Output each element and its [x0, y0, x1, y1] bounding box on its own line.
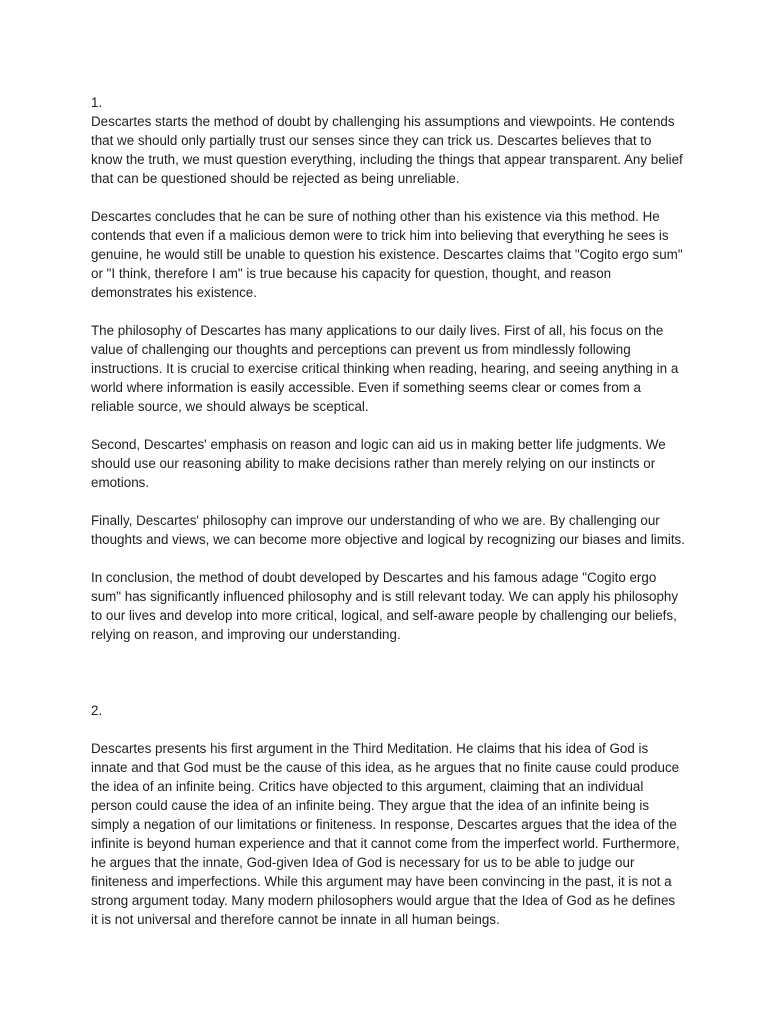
document-body — [91, 93, 685, 948]
section-2-paragraph-1: Descartes presents his first argument in the Third Meditation. He claims that his idea of God is innate and that God must be the cause of this idea, as he argues that no finite cause could produce the idea of an infinite being. Critics have objected to this argument, claiming that an individual person could cause the idea of an infinite being. They argue that the idea of an infinite being is simply a negation of our limitations or finiteness. In response, Descartes argues that the idea of the infinite is beyond human experience and that it cannot come from the imperfect world. Furthermore, he argues that the innate, God-given Idea of God is necessary for us to be able to judge our finiteness and imperfections. While this argument may have been convincing in the past, it is not a strong argument today. Many modern philosophers would argue that the Idea of God as he defines it is not universal and therefore cannot be innate in all human beings. — [91, 741, 680, 927]
section-1-paragraph-4: Second, Descartes' emphasis on reason and logic can aid us in making better life judgments. We should use our reasoning ability to make decisions rather than merely relying on our instincts or emotions. — [91, 437, 666, 490]
section-1-paragraph-5: Finally, Descartes' philosophy can improve our understanding of who we are. By challenging our thoughts and views, we can become more objective and logical by recognizing our biases and limits. — [91, 513, 685, 547]
section-1-paragraph-1: Descartes starts the method of doubt by challenging his assumptions and viewpoints. He contends that we should only partially trust our senses since they can trick us. Descartes believes that to know the truth, we must question everything, including the things that appear transparent. Any belief that can be questioned should be rejected as being unreliable. — [91, 114, 683, 186]
section-1-paragraph-6: In conclusion, the method of doubt developed by Descartes and his famous adage "Cogito ergo sum" has significantly influenced philosophy and is still relevant today. We can apply his philosophy to our lives and develop into more critical, logical, and self-aware people by challenging our beliefs, relying on reason, and improving our understanding. — [91, 570, 679, 642]
section-1-paragraph-2: Descartes concludes that he can be sure of nothing other than his existence via this method. He contends that even if a malicious demon were to trick him into believing that everything he sees is genuine, he would still be unable to question his existence. Descartes claims that "Cogito ergo sum" or "I think, therefore I am" is true because his capacity for question, thought, and reason demonstrates his existence. — [91, 209, 683, 300]
section-1-number: 1. — [91, 95, 103, 110]
section-1-paragraph-3: The philosophy of Descartes has many applications to our daily lives. First of all, his focus on the value of challenging our thoughts and perceptions can prevent us from mindlessly following instructions. It is crucial to exercise critical thinking when reading, hearing, and seeing anything in a world where information is easily accessible. Even if something seems clear or comes from a reliable source, we should always be sceptical. — [91, 323, 679, 414]
section-spacer — [91, 663, 685, 701]
section-2-number: 2. — [91, 703, 103, 718]
